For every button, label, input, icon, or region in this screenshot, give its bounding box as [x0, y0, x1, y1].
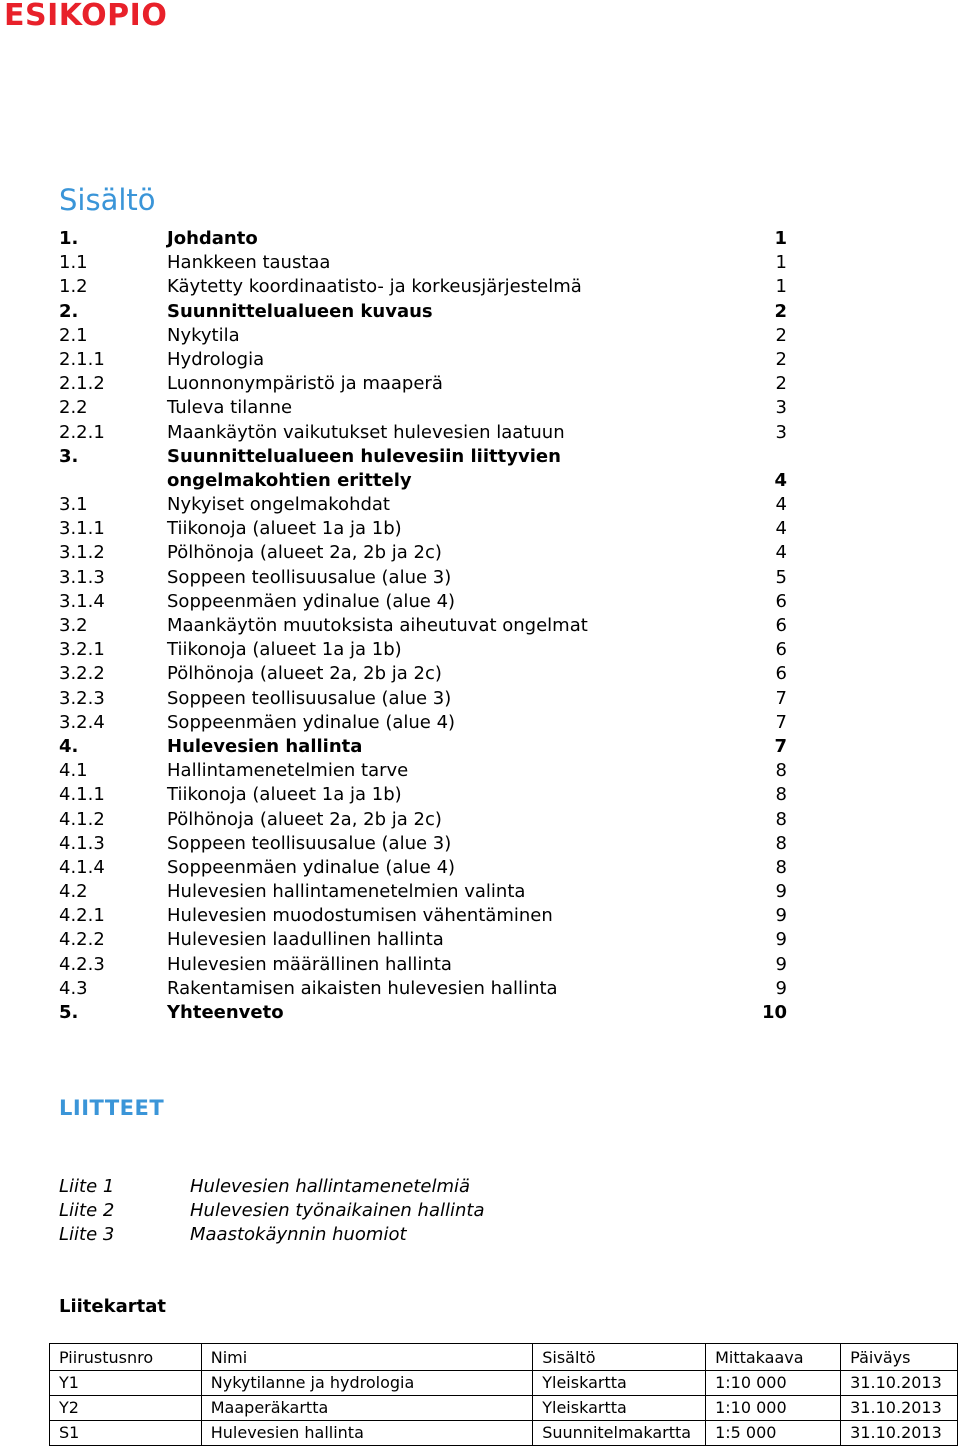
toc-entry-page: 7: [774, 735, 787, 757]
watermark-esikopio: ESIKOPIO: [4, 0, 168, 33]
toc-entry-title-line: Pölhönoja (alueet 2a, 2b ja 2c): [167, 542, 442, 564]
table-of-contents: [59, 227, 799, 1025]
toc-entry-title-line: Rakentamisen aikaisten hulevesien hallinta: [167, 977, 558, 999]
toc-entry-number: 4.1.3: [59, 832, 105, 854]
toc-entry-page: 6: [775, 639, 787, 661]
toc-entry-page: 9: [775, 905, 787, 927]
toc-entry-title-line: Soppeen teollisuusalue (alue 3): [167, 566, 452, 588]
appendix-title: Hulevesien hallintamenetelmiä: [190, 1176, 471, 1197]
toc-entry-number: 3.2: [59, 615, 88, 637]
toc-entry-page: 8: [775, 808, 787, 830]
toc-entry-title-line: Hallintamenetelmien tarve: [167, 760, 409, 782]
toc-entry[interactable]: [59, 396, 799, 420]
table-cell: Y2: [50, 1396, 202, 1421]
toc-entry-number: 4.1: [59, 760, 88, 782]
toc-entry-title-line: Hulevesien määrällinen hallinta: [167, 953, 452, 975]
toc-entry-title-line: Luonnonympäristö ja maaperä: [167, 373, 443, 395]
table-cell: Suunnitelmakartta: [533, 1421, 706, 1446]
toc-entry[interactable]: [59, 856, 799, 880]
toc-entry-title-line: Tiikonoja (alueet 1a ja 1b): [167, 518, 402, 540]
toc-entry-number: 2.2: [59, 397, 88, 419]
toc-entry-number: 3.2.4: [59, 711, 105, 733]
toc-entry-page: 4: [775, 542, 787, 564]
toc-entry[interactable]: [59, 372, 799, 396]
toc-entry-number: 4.3: [59, 977, 88, 999]
toc-entry-page: 8: [775, 856, 787, 878]
toc-entry-title: [167, 421, 565, 445]
toc-entry-page: 6: [775, 663, 787, 685]
table-row: [50, 1396, 958, 1421]
toc-entry-title: [167, 348, 264, 372]
table-cell: Yleiskartta: [533, 1396, 706, 1421]
toc-entry-page: 3: [775, 421, 787, 443]
toc-entry-title-line: Pölhönoja (alueet 2a, 2b ja 2c): [167, 808, 442, 830]
toc-entry-title: [167, 1001, 284, 1025]
toc-entry-number: 2.: [59, 300, 79, 322]
toc-entry-page: 9: [775, 929, 787, 951]
toc-entry-title-line: Nykytila: [167, 324, 240, 346]
toc-entry-page: 5: [775, 566, 787, 588]
toc-entry-title: [167, 614, 588, 638]
toc-entry-title: [167, 638, 402, 662]
toc-entry-title: [167, 662, 442, 686]
table-row: [50, 1371, 958, 1396]
toc-entry-title: [167, 832, 451, 856]
table-header-cell: Sisältö: [533, 1344, 706, 1371]
table-cell: S1: [50, 1421, 202, 1446]
table-cell: Hulevesien hallinta: [201, 1421, 532, 1446]
toc-entry[interactable]: [59, 928, 799, 952]
table-header-cell: Mittakaava: [706, 1344, 841, 1371]
toc-entry[interactable]: [59, 445, 799, 493]
toc-entry-title: [167, 324, 240, 348]
appendix-title: Maastokäynnin huomiot: [190, 1224, 407, 1246]
toc-entry[interactable]: [59, 808, 799, 832]
toc-entry-number: 3.1.2: [59, 542, 105, 564]
toc-entry-number: 3.1.4: [59, 590, 105, 612]
toc-entry-title-line: Soppeenmäen ydinalue (alue 4): [167, 590, 456, 612]
table-cell: 31.10.2013: [841, 1371, 958, 1396]
toc-entry[interactable]: [59, 324, 799, 348]
toc-entry-number: 5.: [59, 1002, 79, 1024]
toc-entry-title: [167, 493, 390, 517]
toc-entry[interactable]: [59, 517, 799, 541]
toc-entry[interactable]: [59, 880, 799, 904]
toc-entry-number: 4.2.3: [59, 953, 105, 975]
toc-entry[interactable]: [59, 953, 799, 977]
toc-entry-title-line: Soppeen teollisuusalue (alue 3): [167, 832, 452, 854]
toc-entry-title: [167, 856, 455, 880]
toc-entry[interactable]: [59, 227, 799, 251]
table-row: [50, 1421, 958, 1446]
toc-entry-title-line: Pölhönoja (alueet 2a, 2b ja 2c): [167, 663, 442, 685]
toc-entry-number: 4.2.1: [59, 905, 105, 927]
toc-entry-number: 2.2.1: [59, 421, 105, 443]
toc-entry-title-line: Tiikonoja (alueet 1a ja 1b): [167, 784, 402, 806]
toc-entry-title: [167, 372, 443, 396]
maps-title: Liitekartat: [59, 1296, 166, 1317]
toc-entry[interactable]: [59, 493, 799, 517]
toc-entry[interactable]: [59, 638, 799, 662]
table-header-cell: Nimi: [201, 1344, 532, 1371]
toc-entry-page: 8: [775, 832, 787, 854]
toc-entry-page: 4: [775, 518, 787, 540]
toc-entry-page: 9: [775, 881, 787, 903]
toc-entry-title-line: Käytetty koordinaatisto- ja korkeusjärjestelmä: [167, 276, 582, 298]
toc-entry[interactable]: [59, 348, 799, 372]
toc-entry-number: 3.2.1: [59, 639, 105, 661]
toc-entry-page: 1: [774, 228, 787, 249]
toc-entry-title-line: Hankkeen taustaa: [167, 252, 331, 274]
toc-entry-title: [167, 275, 582, 299]
table-cell: Maaperäkartta: [201, 1396, 532, 1421]
toc-entry-number: 4.: [59, 735, 79, 757]
toc-entry[interactable]: [59, 300, 799, 324]
toc-entry[interactable]: [59, 904, 799, 928]
toc-entry-page: 1: [775, 276, 787, 298]
toc-entry-number: 4.2: [59, 881, 88, 903]
toc-entry[interactable]: [59, 759, 799, 783]
toc-entry-page: 9: [775, 977, 787, 999]
toc-entry-title: [167, 396, 292, 420]
toc-entry[interactable]: [59, 251, 799, 275]
toc-entry-title-line: Hydrologia: [167, 348, 265, 370]
toc-entry[interactable]: [59, 590, 799, 614]
toc-entry[interactable]: [59, 662, 799, 686]
toc-entry[interactable]: [59, 711, 799, 735]
toc-entry[interactable]: [59, 421, 799, 445]
toc-entry-page: 2: [775, 348, 787, 370]
toc-entry-title: [167, 808, 442, 832]
toc-entry[interactable]: [59, 735, 799, 759]
toc-entry-title: [167, 445, 561, 493]
table-cell: 1:10 000: [706, 1396, 841, 1421]
toc-entry-number: 4.1.1: [59, 784, 105, 806]
toc-entry-number: 2.1: [59, 324, 88, 346]
toc-entry-page: 1: [775, 252, 787, 274]
toc-entry-title-line: Hulevesien laadullinen hallinta: [167, 929, 444, 951]
toc-entry-title-line: Tiikonoja (alueet 1a ja 1b): [167, 639, 402, 661]
toc-title: Sisältö: [59, 183, 156, 217]
toc-entry-title-line: Johdanto: [167, 228, 258, 249]
toc-entry-number: 3.2.3: [59, 687, 105, 709]
toc-entry[interactable]: [59, 614, 799, 638]
table-header-cell: Piirustusnro: [50, 1344, 202, 1371]
toc-entry-page: 4: [775, 494, 787, 516]
table-cell: Y1: [50, 1371, 202, 1396]
table-cell: Yleiskartta: [533, 1371, 706, 1396]
toc-entry[interactable]: [59, 832, 799, 856]
toc-entry-title: [167, 977, 558, 1001]
maps-table: [49, 1343, 958, 1446]
table-cell: 1:5 000: [706, 1421, 841, 1446]
toc-entry-title-line: Maankäytön muutoksista aiheutuvat ongelmat: [167, 615, 588, 637]
toc-entry-title: [167, 711, 455, 735]
toc-entry-title-line: Maankäytön vaikutukset hulevesien laatuun: [167, 421, 565, 443]
appendix-label: Liite 2: [59, 1200, 115, 1222]
toc-entry-page: 7: [775, 711, 787, 733]
toc-entry-page: 2: [774, 300, 787, 322]
toc-entry-title-line: Yhteenveto: [167, 1002, 284, 1024]
toc-entry-title: [167, 759, 408, 783]
toc-entry-title: [167, 590, 455, 614]
toc-entry-title: [167, 783, 402, 807]
toc-entry-number: 1.2: [59, 276, 88, 298]
toc-entry-title: [167, 227, 258, 251]
appendix-label: Liite 1: [59, 1176, 115, 1197]
toc-entry-title-line: Hulevesien hallinta: [167, 735, 363, 757]
toc-entry-title-line: Suunnittelualueen hulevesiin liittyvien: [167, 445, 561, 467]
toc-entry[interactable]: [59, 783, 799, 807]
toc-entry-number: 1.: [59, 228, 79, 249]
toc-entry-title: [167, 880, 525, 904]
toc-entry-page: 9: [775, 953, 787, 975]
toc-entry[interactable]: [59, 275, 799, 299]
toc-entry-number: 4.1.2: [59, 808, 105, 830]
toc-entry-title-line: Soppeenmäen ydinalue (alue 4): [167, 711, 456, 733]
toc-entry[interactable]: [59, 687, 799, 711]
table-cell: 31.10.2013: [841, 1421, 958, 1446]
toc-entry-title-line: ongelmakohtien erittely: [167, 469, 412, 491]
toc-entry-page: 3: [775, 397, 787, 419]
toc-entry-number: 3.2.2: [59, 663, 105, 685]
toc-entry[interactable]: [59, 541, 799, 565]
toc-entry-page: 2: [775, 324, 787, 346]
toc-entry-page: 4: [774, 469, 787, 491]
table-header-row: [50, 1344, 958, 1371]
toc-entry-number: 1.1: [59, 252, 88, 274]
toc-entry[interactable]: [59, 977, 799, 1001]
toc-entry-title: [167, 541, 442, 565]
toc-entry-title-line: Soppeenmäen ydinalue (alue 4): [167, 856, 456, 878]
toc-entry-page: 6: [775, 590, 787, 612]
toc-entry-page: 6: [775, 615, 787, 637]
toc-entry-number: 4.1.4: [59, 856, 105, 878]
toc-entry-number: 2.1.2: [59, 373, 105, 395]
table-cell: 1:10 000: [706, 1371, 841, 1396]
toc-entry-title: [167, 300, 433, 324]
toc-entry[interactable]: [59, 566, 799, 590]
toc-entry-title: [167, 687, 451, 711]
toc-entry-title-line: Hulevesien hallintamenetelmien valinta: [167, 881, 526, 903]
toc-entry-title: [167, 953, 452, 977]
toc-entry-page: 10: [761, 1002, 787, 1024]
toc-entry-page: 2: [775, 373, 787, 395]
appendix-title: Hulevesien työnaikainen hallinta: [190, 1200, 485, 1222]
toc-entry[interactable]: [59, 1001, 799, 1025]
table-cell: Nykytilanne ja hydrologia: [201, 1371, 532, 1396]
toc-entry-page: 8: [775, 784, 787, 806]
toc-entry-title: [167, 904, 553, 928]
toc-entry-title: [167, 517, 402, 541]
toc-entry-title: [167, 735, 362, 759]
table-header-cell: Päiväys: [841, 1344, 958, 1371]
toc-entry-title-line: Hulevesien muodostumisen vähentäminen: [167, 905, 553, 927]
toc-entry-number: 4.2.2: [59, 929, 105, 951]
toc-entry-number: 3.: [59, 445, 79, 467]
toc-entry-title-line: Suunnittelualueen kuvaus: [167, 300, 433, 322]
toc-entry-number: 3.1.1: [59, 518, 105, 540]
toc-entry-title-line: Nykyiset ongelmakohdat: [167, 494, 390, 516]
toc-entry-title: [167, 928, 444, 952]
toc-entry-page: 8: [775, 760, 787, 782]
toc-entry-title: [167, 566, 451, 590]
toc-entry-number: 3.1.3: [59, 566, 105, 588]
toc-entry-number: 2.1.1: [59, 348, 105, 370]
toc-entry-number: 3.1: [59, 494, 88, 516]
toc-entry-title: [167, 251, 330, 275]
toc-entry-page: 7: [775, 687, 787, 709]
appendices-title: LIITTEET: [59, 1096, 165, 1120]
table-cell: 31.10.2013: [841, 1396, 958, 1421]
toc-entry-title-line: Soppeen teollisuusalue (alue 3): [167, 687, 452, 709]
toc-entry-title-line: Tuleva tilanne: [167, 397, 293, 419]
appendix-label: Liite 3: [59, 1224, 115, 1246]
